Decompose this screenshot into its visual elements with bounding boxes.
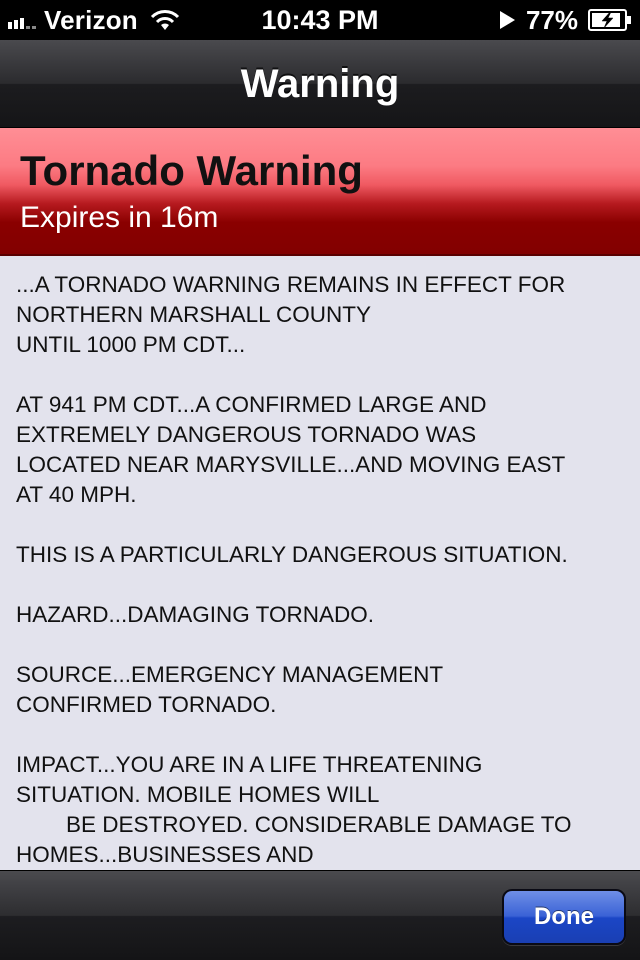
- status-time: 10:43 PM: [261, 5, 379, 35]
- carrier-name: Verizon: [44, 4, 138, 35]
- status-bar: [0, 0, 640, 40]
- warning-body-text: ...A TORNADO WARNING REMAINS IN EFFECT FOR NORTHERN MARSHALL COUNTY UNTIL 1000 PM CDT... AT 941 PM CDT...A CONFIRMED LARGE AND EXTREMELY DANGEROUS TORNADO WAS LOCATED NEAR MARYSVILLE...AND MOVING EAST AT 40 MPH. THIS IS A PARTICULARLY DANGEROUS SITUATION. HAZARD...DAMAGING TORNADO. SOURCE...EMERGENCY MANAGEMENT CONFIRMED TORNADO. IMPACT...YOU ARE IN A LIFE THREATENING SITUATION. MOBILE HOMES WILL BE DESTROYED. CONSIDERABLE DAMAGE TO HOMES...BUSINESSES AND: [16, 272, 572, 867]
- warning-body-scroll[interactable]: [0, 256, 640, 870]
- status-right: [498, 0, 632, 40]
- warning-expiry: Expires in 16m: [20, 201, 219, 234]
- warning-title: Tornado Warning: [20, 147, 363, 194]
- nav-bar: [0, 40, 640, 128]
- play-icon: [498, 10, 516, 30]
- done-button[interactable]: Done: [502, 889, 626, 945]
- battery-charging-icon: [588, 9, 632, 31]
- warning-header: [0, 128, 640, 256]
- battery-percent: 77%: [525, 4, 578, 35]
- page-title: Warning: [240, 62, 400, 106]
- bottom-toolbar: [0, 870, 640, 960]
